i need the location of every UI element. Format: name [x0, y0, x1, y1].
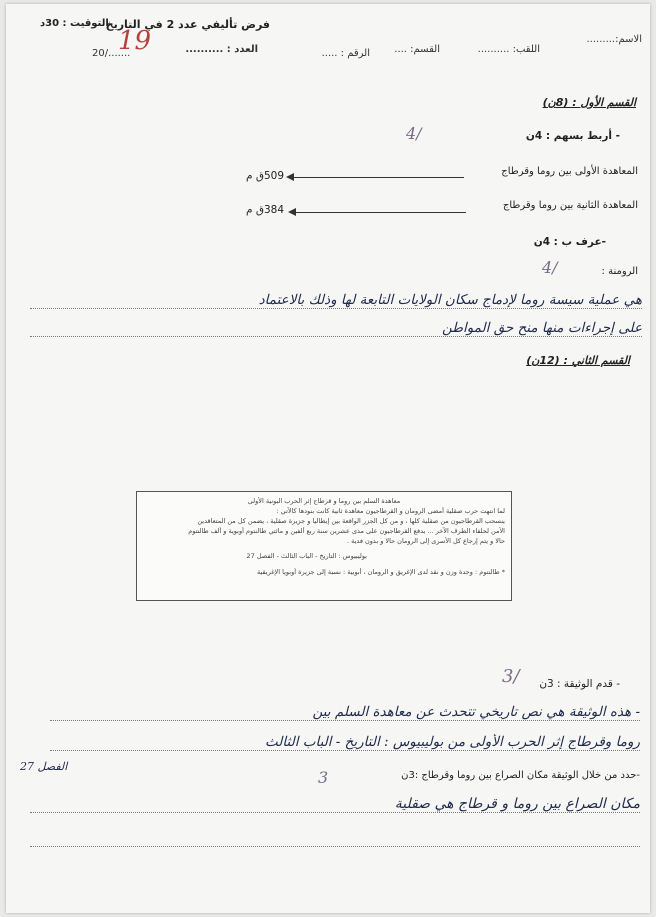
part2-question-1: - قدم الوثيقة : 3ن	[539, 678, 620, 690]
term-mark: 4/	[542, 258, 558, 277]
grade-mark: 19	[118, 26, 152, 56]
link-arrow-1	[288, 177, 464, 178]
question-1-mark: 4/	[406, 124, 422, 143]
name-field: الاسم:.........	[586, 34, 642, 45]
treaty-2-date: 384ق م	[246, 204, 285, 216]
treaty-2-label: المعاهدة الثانية بين روما وقرطاج	[502, 200, 638, 211]
question-2-1-mark: 3/	[502, 666, 520, 687]
document-line: الأمن لحلفاء الطرف الآخر ... يدفع القرطاجيون على مدى عشرين سنة ربع ألفين و مائتي طالنتوم أوبوية و ألف طالنتوم	[188, 527, 505, 535]
document-line: ينسحب القرطاجيون من صقلية كلها ، و من كل الجزر الواقعة بين إيطاليا و جزيرة صقلية ، يضمن كل من المتعاقدين	[197, 517, 505, 525]
document-title: معاهدة السلم بين روما و قرطاج إثر الحرب البونية الأولى	[247, 497, 401, 505]
question-2-2-mark: 3	[318, 768, 329, 787]
document-line: لما انتهت حرب صقلية أمضى الرومان و القرطاجيون معاهدة ثانية كانت بنودها كالآتي :	[276, 507, 505, 515]
exam-sheet	[6, 4, 650, 913]
answer1-line-3: الفصل 27	[20, 760, 68, 773]
answer1-line-1: - هذه الوثيقة هي نص تاريخي تتحدث عن معاهدة السلم بين	[50, 704, 640, 721]
year-field: 20/.......	[92, 48, 131, 59]
grade-field: العدد : ..........	[185, 44, 258, 55]
document-note: * طالنتوم : وحدة وزن و نقد لدى الإغريق و الرومان ، أبوبية : نسبة إلى جزيرة أوبويا الإغريقية	[257, 568, 505, 576]
treaty-1-label: المعاهدة الأولى بين روما وقرطاج	[501, 166, 638, 177]
treaty-1-date: 509ق م	[246, 170, 285, 182]
section-field: القسم: ....	[394, 44, 440, 55]
part2-question-2: -حدد من خلال الوثيقة مكان الصراع بين روما وقرطاج :3ن	[401, 770, 640, 781]
document-line: حالا و يتم إرجاع كل الأسرى إلى الرومان حالا و بدون فدية .	[346, 537, 505, 545]
part2-title: القسم الثاني : (12ن)	[526, 354, 630, 367]
historical-document	[136, 491, 512, 601]
blank-answer-line	[30, 834, 640, 847]
document-source: بوليبيوس : التاريخ - الباب الثالث - الفصل 27	[246, 552, 367, 560]
answer1-line-2: روما وقرطاج إثر الحرب الأولى من بوليبيوس : التاريخ - الباب الثالث	[50, 734, 640, 751]
term-romanization: الرومنة :	[601, 266, 638, 277]
answer-line-1: هي عملية سيسة روما لإدماج سكان الولايات التابعة لها وذلك بالاعتماد	[30, 292, 642, 309]
surname-field: اللقب: ..........	[477, 44, 540, 55]
answer2-line-1: مكان الصراع بين روما و قرطاج هي صقلية	[30, 796, 640, 813]
exam-title: فرض تأليفي عدد 2 في التاريخ	[105, 18, 270, 31]
number-field: الرقم : .....	[321, 48, 370, 59]
part1-question-1: - أربط بسهم : 4ن	[525, 130, 620, 142]
part1-question-2: -عرف ب : 4ن	[533, 236, 606, 248]
part1-title: القسم الأول : (8ن)	[542, 96, 636, 109]
duration: التوقيت : 30د	[40, 18, 109, 29]
link-arrow-2	[290, 212, 466, 213]
answer-line-2: على إجراءات منها منح حق المواطن	[30, 320, 642, 337]
